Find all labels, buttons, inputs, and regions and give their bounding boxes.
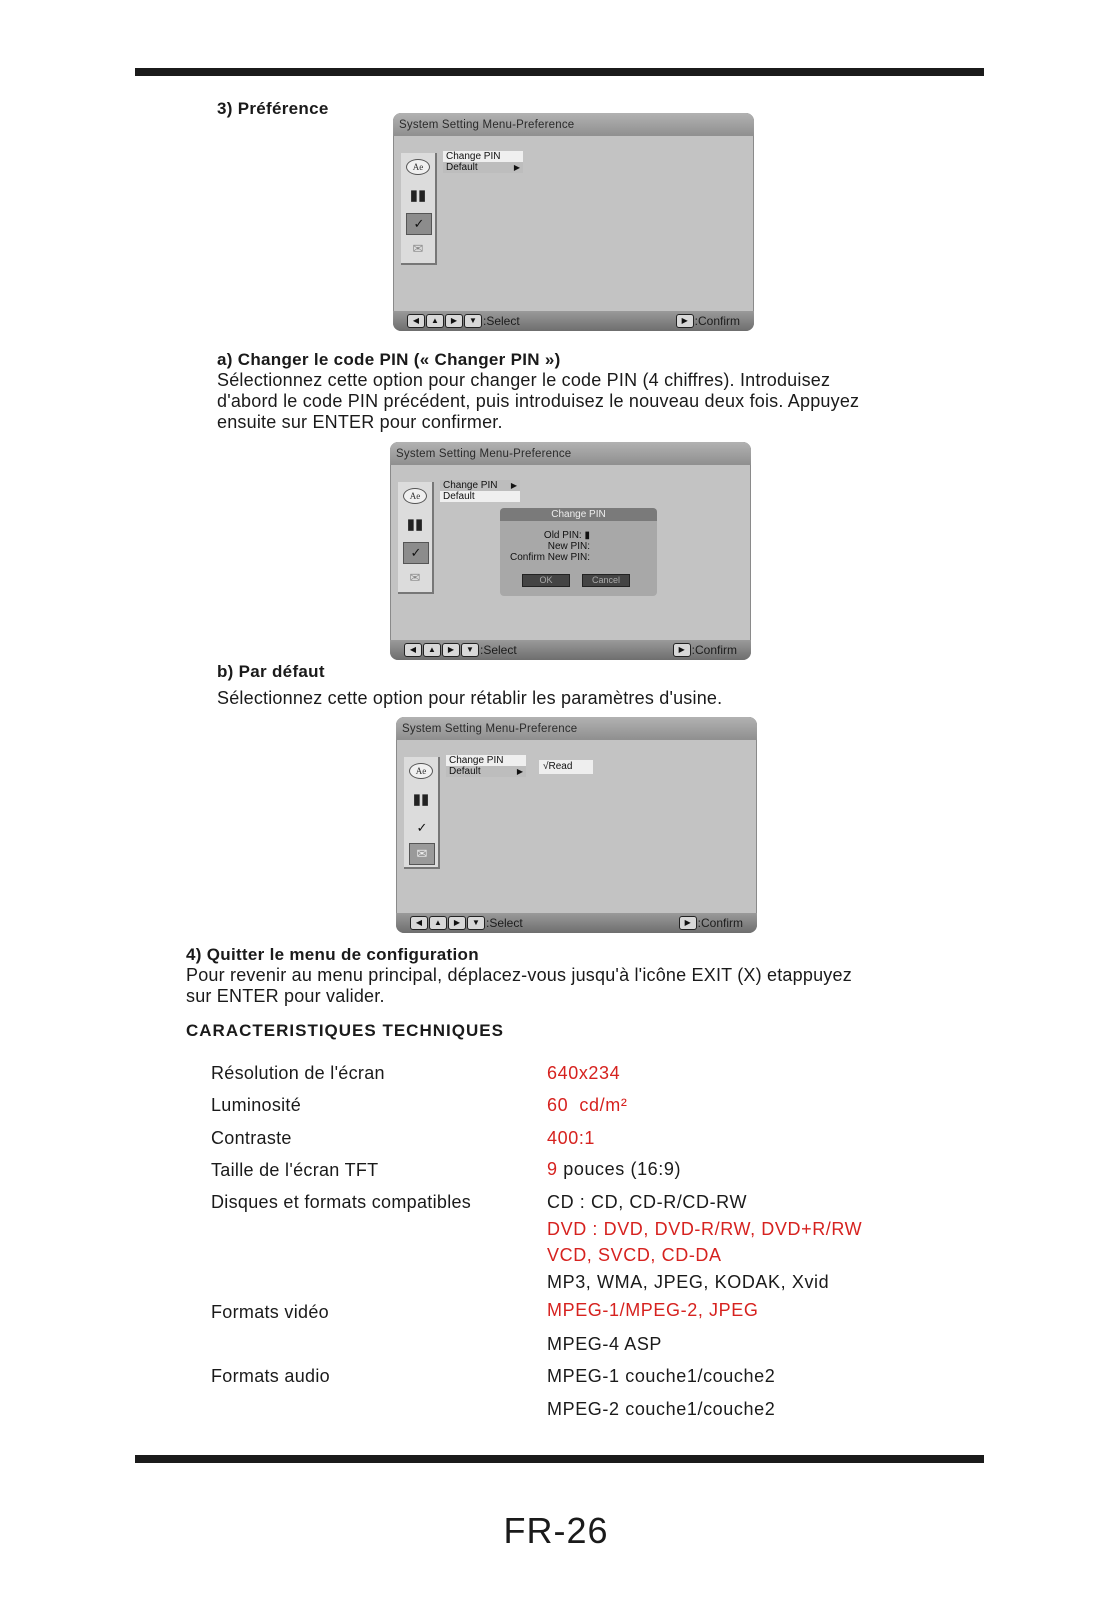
up-key-icon: ▲: [426, 314, 444, 328]
menu-screenshot-change-pin: [390, 442, 751, 660]
left-key-icon: ◀: [404, 643, 422, 657]
menu-screenshot-preference: [393, 113, 754, 331]
footer-confirm: [679, 916, 743, 930]
spec-label-video: Formats vidéo: [211, 1302, 329, 1322]
menu-title: System Setting Menu-Preference: [399, 119, 575, 131]
menu-item-default: [443, 162, 523, 173]
arrow-right-icon: ▶: [513, 163, 520, 172]
section-heading-exit: 4) Quitter le menu de configuration: [186, 945, 479, 964]
left-key-icon: ◀: [410, 916, 428, 930]
bottom-rule: [135, 1455, 984, 1463]
footer-select-label: :Select: [480, 643, 517, 657]
spec-label-contraste: Contraste: [211, 1128, 292, 1148]
spec-value-audio-1: MPEG-1 couche1/couche2: [547, 1366, 776, 1386]
exit-icon: ✉: [412, 241, 424, 256]
down-key-icon: ▼: [461, 643, 479, 657]
menu-item-label: Default: [443, 491, 475, 502]
footer-select: [407, 314, 520, 328]
dialog-title: Change PIN: [500, 508, 657, 521]
language-icon: Ae: [403, 488, 427, 504]
old-pin-label: Old PIN: ▮: [543, 530, 590, 541]
spec-label-resolution: Résolution de l'écran: [211, 1063, 385, 1083]
menu-item-label: Change PIN: [446, 151, 501, 162]
menu-item-default: [440, 491, 520, 502]
top-rule: [135, 68, 984, 76]
video-icon: ▮▮: [412, 791, 430, 808]
menu-footer: [396, 913, 757, 933]
footer-select-label: :Select: [483, 314, 520, 328]
spec-value-disques-mp3: MP3, WMA, JPEG, KODAK, Xvid: [547, 1272, 830, 1292]
section-heading-preference: 3) Préférence: [217, 99, 329, 118]
exit-icon: ✉: [409, 570, 421, 585]
spec-value-taille-unit: pouces (16:9): [557, 1159, 682, 1179]
spec-label-taille: Taille de l'écran TFT: [211, 1160, 379, 1180]
preference-icon: ✓: [409, 817, 435, 839]
specs-heading: CARACTERISTIQUES TECHNIQUES: [186, 1021, 504, 1040]
menu-footer: [393, 311, 754, 331]
spec-value-video-2: MPEG-4 ASP: [547, 1334, 663, 1354]
footer-confirm: [676, 314, 740, 328]
old-pin-text: Old PIN:: [543, 530, 582, 541]
right-key-icon: ▶: [448, 916, 466, 930]
paragraph-change-pin-3: ensuite sur ENTER pour confirmer.: [217, 412, 503, 432]
paragraph-default: Sélectionnez cette option pour rétablir les paramètres d'usine.: [217, 688, 723, 708]
section-heading-change-pin: a) Changer le code PIN (« Changer PIN »): [217, 350, 561, 369]
spec-value-video-1: MPEG-1/MPEG-2, JPEG: [547, 1300, 759, 1320]
menu-item-change-pin: [440, 480, 520, 491]
spec-value-disques-vcd: VCD, SVCD, CD-DA: [547, 1245, 722, 1265]
read-option: √Read: [539, 760, 593, 774]
change-pin-dialog: [500, 508, 657, 596]
right-key-icon: ▶: [445, 314, 463, 328]
spec-value-disques-cd: CD : CD, CD-R/CD-RW: [547, 1192, 748, 1212]
down-key-icon: ▼: [467, 916, 485, 930]
footer-confirm-label: :Confirm: [691, 643, 737, 657]
video-icon: ▮▮: [406, 516, 424, 533]
up-key-icon: ▲: [429, 916, 447, 930]
menu-item-default: [446, 766, 526, 777]
new-pin-label: New PIN:: [547, 541, 590, 552]
right-key-icon: ▶: [442, 643, 460, 657]
paragraph-change-pin-2: d'abord le code PIN précédent, puis introduisez le nouveau deux fois. Appuyez: [217, 391, 860, 411]
spec-value-audio-2: MPEG-2 couche1/couche2: [547, 1399, 776, 1419]
menu-submenu: [443, 151, 523, 173]
menu-item-change-pin: [446, 755, 526, 766]
section-heading-default: b) Par défaut: [217, 662, 325, 681]
arrow-right-icon: ▶: [510, 481, 517, 490]
menu-sidebar: [404, 757, 440, 869]
spec-label-audio: Formats audio: [211, 1366, 330, 1386]
spec-label-luminosite: Luminosité: [211, 1095, 302, 1115]
footer-confirm-label: :Confirm: [697, 916, 743, 930]
menu-item-label: Default: [449, 766, 481, 777]
menu-item-change-pin: [443, 151, 523, 162]
enter-key-icon: ▶: [676, 314, 694, 328]
menu-submenu: [446, 755, 526, 777]
menu-item-label: Default: [446, 162, 478, 173]
arrow-right-icon: ▶: [516, 767, 523, 776]
menu-footer: [390, 640, 751, 660]
video-icon: ▮▮: [409, 187, 427, 204]
up-key-icon: ▲: [423, 643, 441, 657]
spec-value-resolution: 640x234: [547, 1063, 621, 1083]
preference-icon: ✓: [406, 213, 432, 235]
footer-select-label: :Select: [486, 916, 523, 930]
menu-item-label: Change PIN: [449, 755, 504, 766]
menu-sidebar: [401, 153, 437, 265]
spec-value-luminosite: 60 cd/m²: [547, 1095, 628, 1115]
spec-value-disques-dvd: DVD : DVD, DVD-R/RW, DVD+R/RW: [547, 1219, 863, 1239]
preference-icon: ✓: [403, 542, 429, 564]
footer-confirm: [673, 643, 737, 657]
menu-submenu: [440, 480, 520, 502]
menu-screenshot-default: [396, 717, 757, 933]
spec-value-taille-number: 9: [547, 1159, 558, 1179]
page-number: FR-26: [503, 1510, 609, 1551]
menu-sidebar: [398, 482, 434, 594]
language-icon: Ae: [409, 763, 433, 779]
menu-title: System Setting Menu-Preference: [402, 723, 578, 735]
paragraph-exit-2: sur ENTER pour valider.: [186, 986, 385, 1006]
footer-select: [410, 916, 523, 930]
enter-key-icon: ▶: [673, 643, 691, 657]
footer-select: [404, 643, 517, 657]
paragraph-exit-1: Pour revenir au menu principal, déplacez-vous jusqu'à l'icône EXIT (X) etappuyez: [186, 965, 852, 985]
exit-icon: ✉: [409, 843, 435, 865]
ok-button: OK: [522, 574, 570, 587]
footer-confirm-label: :Confirm: [694, 314, 740, 328]
enter-key-icon: ▶: [679, 916, 697, 930]
cancel-button: Cancel: [582, 574, 630, 587]
spec-value-taille: [547, 1159, 681, 1180]
language-icon: Ae: [406, 159, 430, 175]
spec-value-contraste: 400:1: [547, 1128, 596, 1148]
down-key-icon: ▼: [464, 314, 482, 328]
menu-item-label: Change PIN: [443, 480, 498, 491]
confirm-new-pin-label: Confirm New PIN:: [509, 552, 590, 563]
spec-label-disques: Disques et formats compatibles: [211, 1192, 472, 1212]
paragraph-change-pin-1: Sélectionnez cette option pour changer le code PIN (4 chiffres). Introduisez: [217, 370, 831, 390]
left-key-icon: ◀: [407, 314, 425, 328]
menu-title: System Setting Menu-Preference: [396, 448, 572, 460]
